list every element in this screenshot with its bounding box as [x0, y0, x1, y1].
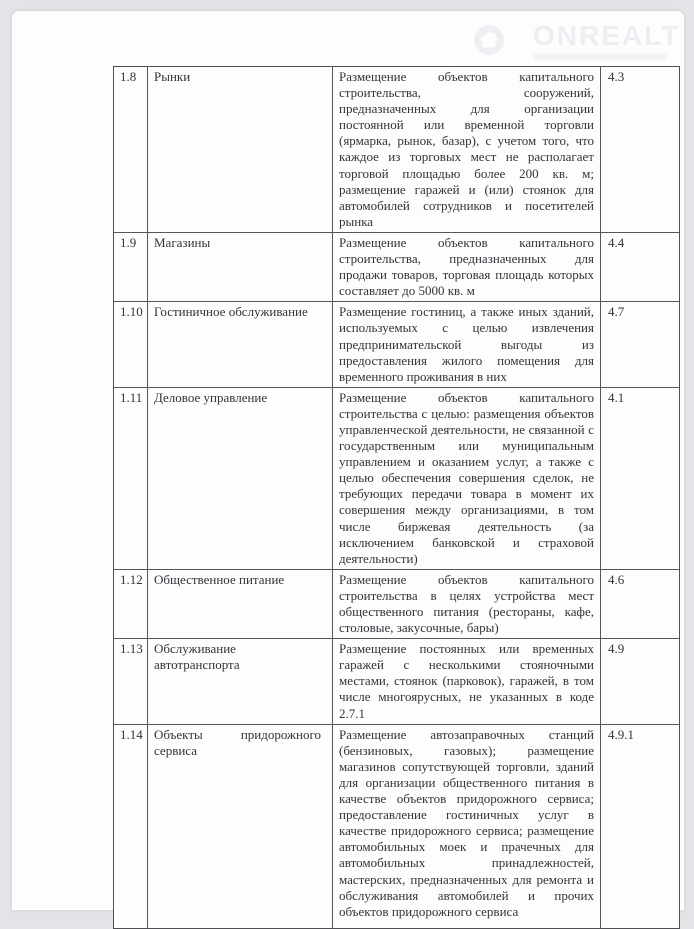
row-code-cell: 4.9.1 — [608, 726, 634, 742]
row-number-cell: 1.14 — [114, 725, 148, 928]
table-row — [114, 570, 679, 639]
row-code-cell: 4.3 — [608, 69, 625, 84]
watermark-brand-text: ONREALT — [533, 20, 681, 51]
table-row — [114, 233, 679, 302]
row-description-cell: Размещение постоянных или временных гаражей с несколькими стояночными местами, стоянок (парковок), гаражей, в том числе многоярусных, не указанных в коде 2.7.1 — [333, 639, 601, 723]
table-row — [114, 67, 679, 233]
row-name-cell: Рынки — [148, 67, 333, 232]
row-number-cell: 1.11 — [114, 388, 148, 569]
row-name-cell: Обслуживание автотранспорта — [148, 639, 333, 723]
row-code-cell: 4.6 — [608, 571, 625, 587]
row-code-cell: 4.4 — [608, 234, 625, 250]
table-row — [114, 388, 679, 570]
row-code-cell: 4.1 — [608, 389, 625, 405]
row-number-cell: 1.9 — [114, 233, 148, 301]
row-description-cell: Размещение объектов капитального строительства с целью: размещения объектов управленческой деятельности, не связанной с государственным или муниципальным управлением и оказанием услуг, а также с целью обеспечения совершения сделок, не требующих передачи товара в момент их совершения между организациями, в том числе биржевая деятельность (за исключением банковской и страховой деятельности) — [333, 388, 601, 569]
row-description-cell: Размещение объектов капитального строительства, предназначенных для продажи товаров, торговая площадь которых составляет до 5000 кв. м — [333, 233, 601, 301]
land-use-classifier-table — [113, 66, 680, 929]
table-row — [114, 725, 679, 928]
row-code-cell: 4.7 — [608, 304, 625, 320]
row-description-cell: Размещение объектов капитального строительства в целях устройства мест общественного питания (рестораны, кафе, столовые, закусочные, бары) — [333, 570, 601, 638]
row-number-cell: 1.13 — [114, 639, 148, 723]
row-name-cell: Гостиничное обслуживание — [148, 302, 333, 386]
row-number-cell: 1.8 — [114, 67, 148, 232]
table-row — [114, 639, 679, 724]
row-name-cell: Деловое управление — [148, 388, 333, 569]
row-code-cell: 4.9 — [608, 641, 625, 657]
row-number-cell: 1.10 — [114, 302, 148, 386]
row-name-cell: Общественное питание — [148, 570, 333, 638]
row-number-cell: 1.12 — [114, 570, 148, 638]
row-name-cell: Магазины — [148, 233, 333, 301]
table-row — [114, 302, 679, 387]
row-description-cell: Размещение объектов капитального строительства, сооружений, предназначенных для организации постоянной или временной торговли (ярмарка, рынок, базар), с учетом того, что каждое из торговых мест не располагает торговой площадью более 200 кв. м; размещение гаражей и (или) стоянок для автомобилей сотрудников и посетителей рынка — [333, 67, 601, 232]
row-name-cell: Объекты придорожного сервиса — [148, 725, 333, 928]
row-description-cell: Размещение гостиниц, а также иных зданий, используемых с целью извлечения предпринимательской выгоды из предоставления жилого помещения для временного проживания в них — [333, 302, 601, 386]
row-description-cell: Размещение автозаправочных станций (бензиновых, газовых); размещение магазинов сопутствующей торговли, зданий для организации общественного питания в качестве объектов придорожного сервиса; предоставление гостиничных услуг в качестве придорожного сервиса; размещение автомобильных моек и прачечных для автомобильных принадлежностей, мастерских, предназначенных для ремонта и обслуживания автомобилей и прочих объектов придорожного сервиса — [333, 725, 601, 928]
